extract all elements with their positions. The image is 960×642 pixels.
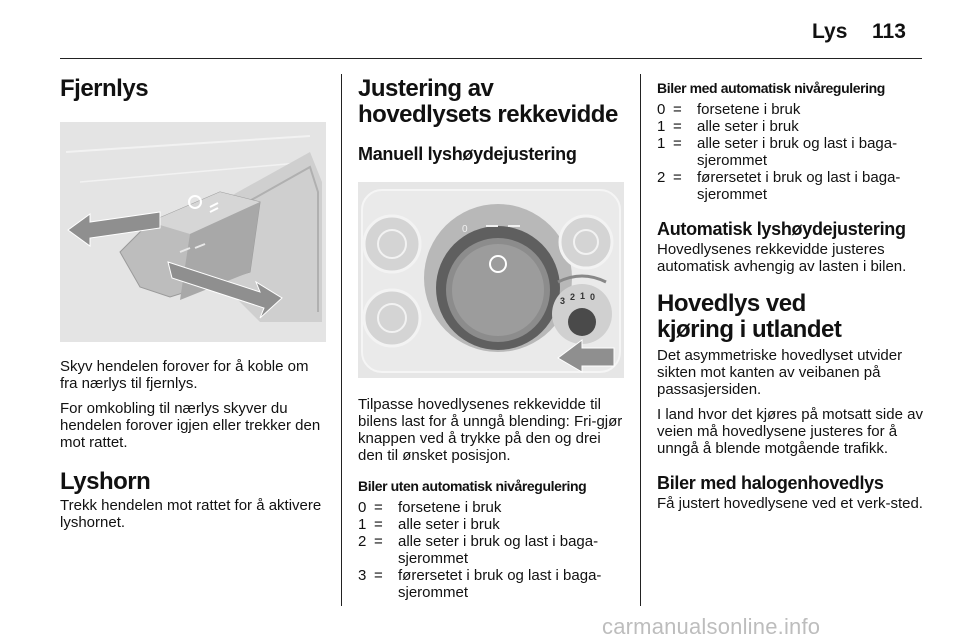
- automatisk-para: Hovedlysenes rekkevidde justeres automatisk avhengig av lasten i bilen.: [657, 241, 907, 275]
- column-2: [358, 72, 624, 601]
- list-key: 0: [358, 499, 367, 516]
- list-text: førersetet i bruk og last i baga-sjerommet: [697, 169, 901, 203]
- list-item: [358, 567, 624, 601]
- equals-sign: =: [374, 567, 383, 584]
- column-divider-2: [640, 74, 641, 606]
- list-key: 0: [657, 101, 666, 118]
- column-3: [657, 72, 923, 512]
- list-key: 2: [657, 169, 666, 186]
- column-1: [60, 72, 326, 531]
- utlandet-para-2: I land hvor det kjøres på motsatt side av veien må hovedlysene justeres for å unngå å blende motgående trafikk.: [657, 406, 923, 457]
- header-rule: [60, 58, 922, 59]
- headlight-lever-illustration: [60, 122, 326, 342]
- dial-number-1: 1: [580, 291, 586, 301]
- list-key: 1: [657, 135, 666, 152]
- fjernlys-para-2: For omkobling til nærlys skyver du hendelen forover igjen eller trekker den mot rattet.: [60, 400, 321, 451]
- list-item: [358, 533, 624, 567]
- halogen-para: Få justert hovedlysene ved et verk-sted.: [657, 495, 923, 512]
- equals-sign: =: [374, 516, 383, 533]
- dial-number-0: 0: [590, 292, 596, 302]
- list-text: førersetet i bruk og last i baga-sjerommet: [398, 567, 602, 601]
- list-text: alle seter i bruk: [398, 516, 500, 533]
- equals-sign: =: [673, 169, 682, 186]
- list-item: [657, 118, 923, 135]
- nivaregulering-list-uten: [358, 499, 624, 601]
- heading-halogen: Biler med halogenhovedlys: [657, 473, 884, 493]
- list-key: 1: [358, 516, 367, 533]
- heading-utlandet: Hovedlys ved kjøring i utlandet: [657, 290, 842, 343]
- list-text: forsetene i bruk: [697, 101, 801, 118]
- watermark-text: carmanualsonline.info: [602, 614, 821, 639]
- list-item: [358, 499, 624, 516]
- utlandet-para-1: Det asymmetriske hovedlyset utvider sikten mot kanten av veibanen på passasjersiden.: [657, 347, 903, 398]
- equals-sign: =: [673, 135, 682, 152]
- list-heading-uten: Biler uten automatisk nivåregulering: [358, 478, 587, 494]
- heading-justering: Justering av hovedlysets rekkevidde: [358, 75, 618, 128]
- list-item: [657, 169, 923, 203]
- list-item: [657, 101, 923, 118]
- list-text: alle seter i bruk: [697, 118, 799, 135]
- list-key: 3: [358, 567, 367, 584]
- list-key: 1: [657, 118, 666, 135]
- dial-zero-label: 0: [462, 224, 468, 235]
- equals-sign: =: [673, 101, 682, 118]
- dial-number-3: 3: [560, 296, 566, 306]
- column-divider-1: [341, 74, 342, 606]
- list-key: 2: [358, 533, 367, 550]
- list-heading-med: Biler med automatisk nivåregulering: [657, 80, 885, 96]
- heading-lyshorn: Lyshorn: [60, 468, 151, 495]
- lyshorn-para: Trekk hendelen mot rattet for å aktivere lyshornet.: [60, 497, 322, 531]
- equals-sign: =: [673, 118, 682, 135]
- subheading-manuell: Manuell lyshøydejustering: [358, 144, 577, 164]
- page-number: 113: [872, 20, 906, 43]
- list-text: forsetene i bruk: [398, 499, 502, 516]
- page-header-title: Lys: [812, 20, 848, 43]
- nivaregulering-list-med: [657, 101, 923, 203]
- justering-para: Tilpasse hovedlysenes rekkevidde til bilens last for å unngå blending: Fri-gjør knappen ved å trykke på den og drei den til ønsket posisjon.: [358, 396, 623, 464]
- heading-automatisk: Automatisk lyshøydejustering: [657, 219, 906, 239]
- list-text: alle seter i bruk og last i baga-sjerommet: [697, 135, 898, 169]
- equals-sign: =: [374, 499, 383, 516]
- fjernlys-para-1: Skyv hendelen forover for å koble om fra nærlys til fjernlys.: [60, 358, 309, 392]
- list-text: alle seter i bruk og last i baga-sjerommet: [398, 533, 599, 567]
- list-item: [358, 516, 624, 533]
- equals-sign: =: [374, 533, 383, 550]
- dial-number-2: 2: [570, 292, 576, 302]
- list-item: [657, 135, 923, 169]
- light-switch-panel-illustration: [358, 182, 624, 378]
- heading-fjernlys: Fjernlys: [60, 75, 149, 102]
